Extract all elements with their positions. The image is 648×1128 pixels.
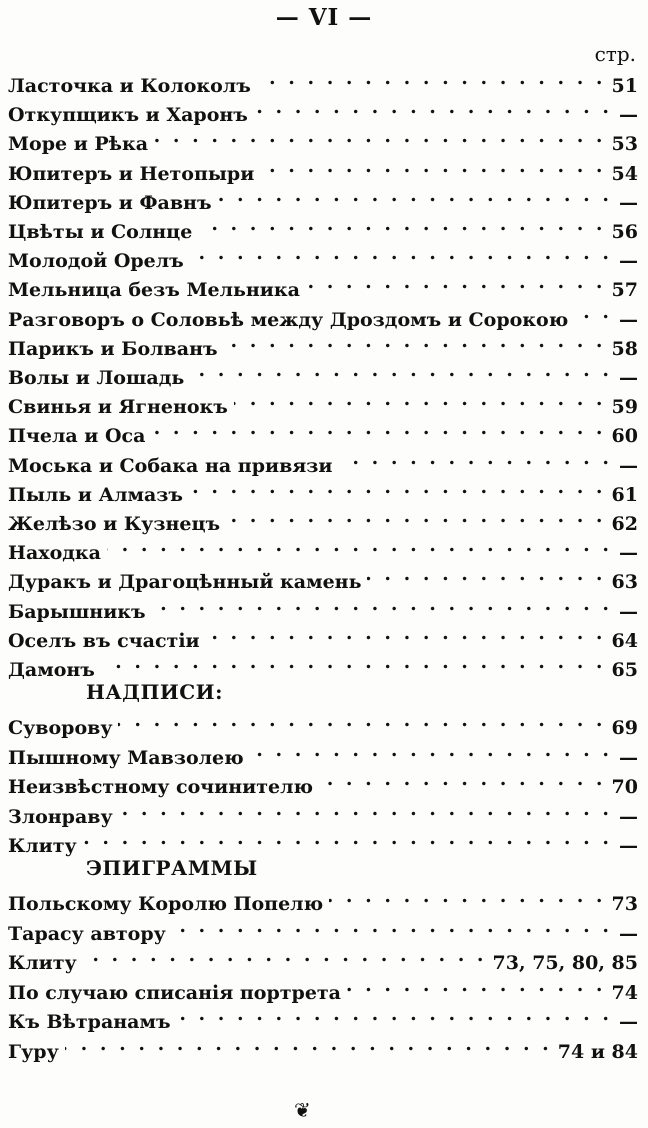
- toc-entry-title: Клиту: [8, 952, 77, 974]
- toc-entry-title: Оселъ въ счастіи: [8, 629, 200, 652]
- dot-leader: [189, 473, 606, 501]
- toc-entry: [8, 268, 638, 302]
- dot-leader: [218, 181, 612, 209]
- toc-entry: [8, 795, 638, 828]
- dot-leader: [367, 560, 605, 588]
- toc-entry-page: —: [619, 835, 638, 857]
- dot-leader: [347, 971, 606, 999]
- toc-entry-page: —: [619, 922, 638, 945]
- toc-entry-page: 74 и 84: [557, 1040, 638, 1063]
- toc-entry-title: Разговоръ о Соловьѣ между Дроздомъ и Сорокою: [8, 308, 569, 331]
- toc-entry-page: —: [619, 454, 638, 477]
- toc-entry-title: Пышному Мавзолею: [8, 746, 244, 769]
- toc-entry-page: —: [619, 250, 638, 273]
- dot-leader: [118, 706, 605, 734]
- toc-entry-title: Ласточка и Колоколъ: [8, 75, 251, 97]
- toc-entry: [8, 882, 638, 915]
- toc-entry-page: —: [619, 542, 638, 565]
- dot-leader: [83, 941, 487, 969]
- dot-leader: [329, 882, 605, 910]
- dot-leader: [260, 152, 605, 180]
- toc-entry: [8, 239, 638, 273]
- toc-entry-page: 65: [611, 659, 638, 681]
- toc-entry: [8, 473, 638, 506]
- toc-entry: [8, 444, 638, 477]
- dot-leader: [226, 502, 605, 530]
- dot-leader: [574, 298, 612, 326]
- toc-entry-title: Волы и Лошадь: [8, 367, 185, 389]
- dot-leader: [65, 1030, 552, 1058]
- toc-entry: [8, 414, 638, 448]
- dot-leader: [234, 385, 606, 413]
- toc-entry: [8, 1030, 638, 1063]
- toc-entry-title: Дамонъ: [8, 659, 95, 681]
- toc-entry-title: Юпитеръ и Фавнъ: [8, 191, 212, 214]
- toc-entry-page: 54: [611, 162, 638, 185]
- page-number: — VI —: [275, 4, 373, 31]
- toc-entry-page: —: [619, 104, 638, 127]
- toc-entry: [8, 122, 638, 156]
- toc-entry-title: Дуракъ и Драгоцѣнный камень: [8, 571, 362, 594]
- toc-entry: [8, 941, 638, 974]
- toc-entry-page: 63: [611, 571, 638, 594]
- dot-leader: [152, 590, 612, 618]
- toc-entry-page: 61: [611, 483, 638, 506]
- toc-entry-title: Цвѣты и Солнце: [8, 221, 193, 243]
- toc-entry-title: Мельница безъ Мельника: [8, 279, 300, 302]
- toc-entry-page: 59: [611, 396, 638, 419]
- toc-entry: [8, 502, 638, 535]
- toc-entry-title: Барышникъ: [8, 600, 146, 623]
- toc-entry-title: Свинья и Ягненокъ: [8, 396, 228, 419]
- toc-entry: [8, 93, 638, 127]
- toc-entry: [8, 971, 638, 1004]
- dot-leader: [107, 531, 612, 559]
- toc-entry-title: Моська и Собака на привязи: [8, 454, 333, 477]
- toc-entry-page: 73, 75, 80, 85: [492, 952, 638, 974]
- toc-entry: [8, 560, 638, 594]
- toc-entry: [8, 210, 638, 243]
- ornament: ❦: [294, 1098, 311, 1122]
- dot-leader: [250, 736, 612, 764]
- toc-entry-page: 53: [611, 133, 638, 156]
- toc-entry: [8, 152, 638, 185]
- toc-entry: [8, 590, 638, 623]
- epigrams-heading: ЭПИГРАММЫ: [86, 856, 258, 880]
- toc-entry: [8, 736, 638, 769]
- toc-entry-page: —: [619, 746, 638, 769]
- dot-leader: [151, 414, 605, 442]
- inscriptions-heading: НАДПИСИ:: [86, 680, 223, 704]
- toc-entry-page: 70: [611, 776, 638, 798]
- toc-entry-title: Злонраву: [8, 805, 113, 828]
- dot-leader: [177, 1000, 612, 1028]
- toc-entry-page: 74: [611, 981, 638, 1004]
- toc-entry-title: Парикъ и Болванъ: [8, 337, 218, 360]
- page-column-label: стр.: [594, 42, 636, 66]
- toc-entry: [8, 648, 638, 681]
- toc-entry-title: Суворову: [8, 717, 113, 739]
- toc-entry: [8, 912, 638, 945]
- toc-entry-page: 73: [611, 893, 638, 915]
- toc-entry-title: По случаю списанія портрета: [8, 981, 341, 1004]
- toc-entry-title: Находка: [8, 542, 101, 565]
- toc-entry: [8, 1000, 638, 1033]
- toc-entry-title: Откупщикъ и Харонъ: [8, 104, 248, 127]
- toc-entry-title: Къ Вѣтранамъ: [8, 1011, 171, 1033]
- toc-entry-page: 64: [611, 629, 638, 652]
- toc-entry: [8, 824, 638, 857]
- toc-entry-page: —: [619, 805, 638, 828]
- dot-leader: [190, 239, 612, 267]
- toc-entry-page: 69: [611, 717, 638, 739]
- toc-entry-title: Пыль и Алмазъ: [8, 483, 183, 506]
- toc-entry-title: Гуру: [8, 1040, 59, 1063]
- toc-entry-page: —: [619, 308, 638, 331]
- toc-entry-title: Неизвѣстному сочинителю: [8, 776, 314, 798]
- dot-leader: [198, 210, 605, 238]
- toc-entry: [8, 706, 638, 739]
- toc-entry-page: 58: [611, 337, 638, 360]
- toc-entry-title: Клиту: [8, 835, 77, 857]
- toc-entry: [8, 765, 638, 798]
- dot-leader: [154, 122, 605, 150]
- toc-entry-page: 56: [611, 221, 638, 243]
- toc-entry: [8, 385, 638, 419]
- toc-entry: [8, 64, 638, 97]
- toc-entry-page: —: [619, 600, 638, 623]
- toc-entry-page: —: [619, 367, 638, 389]
- toc-entry: [8, 327, 638, 360]
- toc-entry-page: 60: [611, 425, 638, 448]
- dot-leader: [257, 64, 606, 92]
- dot-leader: [306, 268, 606, 296]
- toc-entry-page: —: [619, 1011, 638, 1033]
- dot-leader: [224, 327, 606, 355]
- toc-entry-page: —: [619, 191, 638, 214]
- toc-entry: [8, 531, 638, 565]
- toc-entry-page: 51: [611, 75, 638, 97]
- dot-leader: [119, 795, 612, 823]
- toc-entry: [8, 619, 638, 652]
- toc-entry-title: Тарасу автору: [8, 922, 166, 945]
- dot-leader: [206, 619, 606, 647]
- toc-entry-title: Пчела и Оса: [8, 425, 146, 448]
- toc-entry-page: 62: [611, 513, 638, 535]
- dot-leader: [319, 765, 606, 793]
- dot-leader: [83, 824, 612, 852]
- dot-leader: [172, 912, 612, 940]
- toc-entry-title: Юпитеръ и Нетопыри: [8, 162, 255, 185]
- toc-entry-title: Желѣзо и Кузнецъ: [8, 513, 221, 535]
- toc-entry-title: Море и Рѣка: [8, 133, 149, 156]
- toc-entry-title: Польскому Королю Попелю: [8, 893, 324, 915]
- dot-leader: [190, 356, 612, 384]
- toc-entry-page: 57: [611, 279, 638, 302]
- dot-leader: [254, 93, 612, 121]
- dot-leader: [101, 648, 606, 676]
- toc-entry: [8, 356, 638, 389]
- dot-leader: [339, 444, 612, 472]
- toc-entry-title: Молодой Орелъ: [8, 250, 184, 273]
- toc-entry: [8, 298, 638, 331]
- toc-entry: [8, 181, 638, 214]
